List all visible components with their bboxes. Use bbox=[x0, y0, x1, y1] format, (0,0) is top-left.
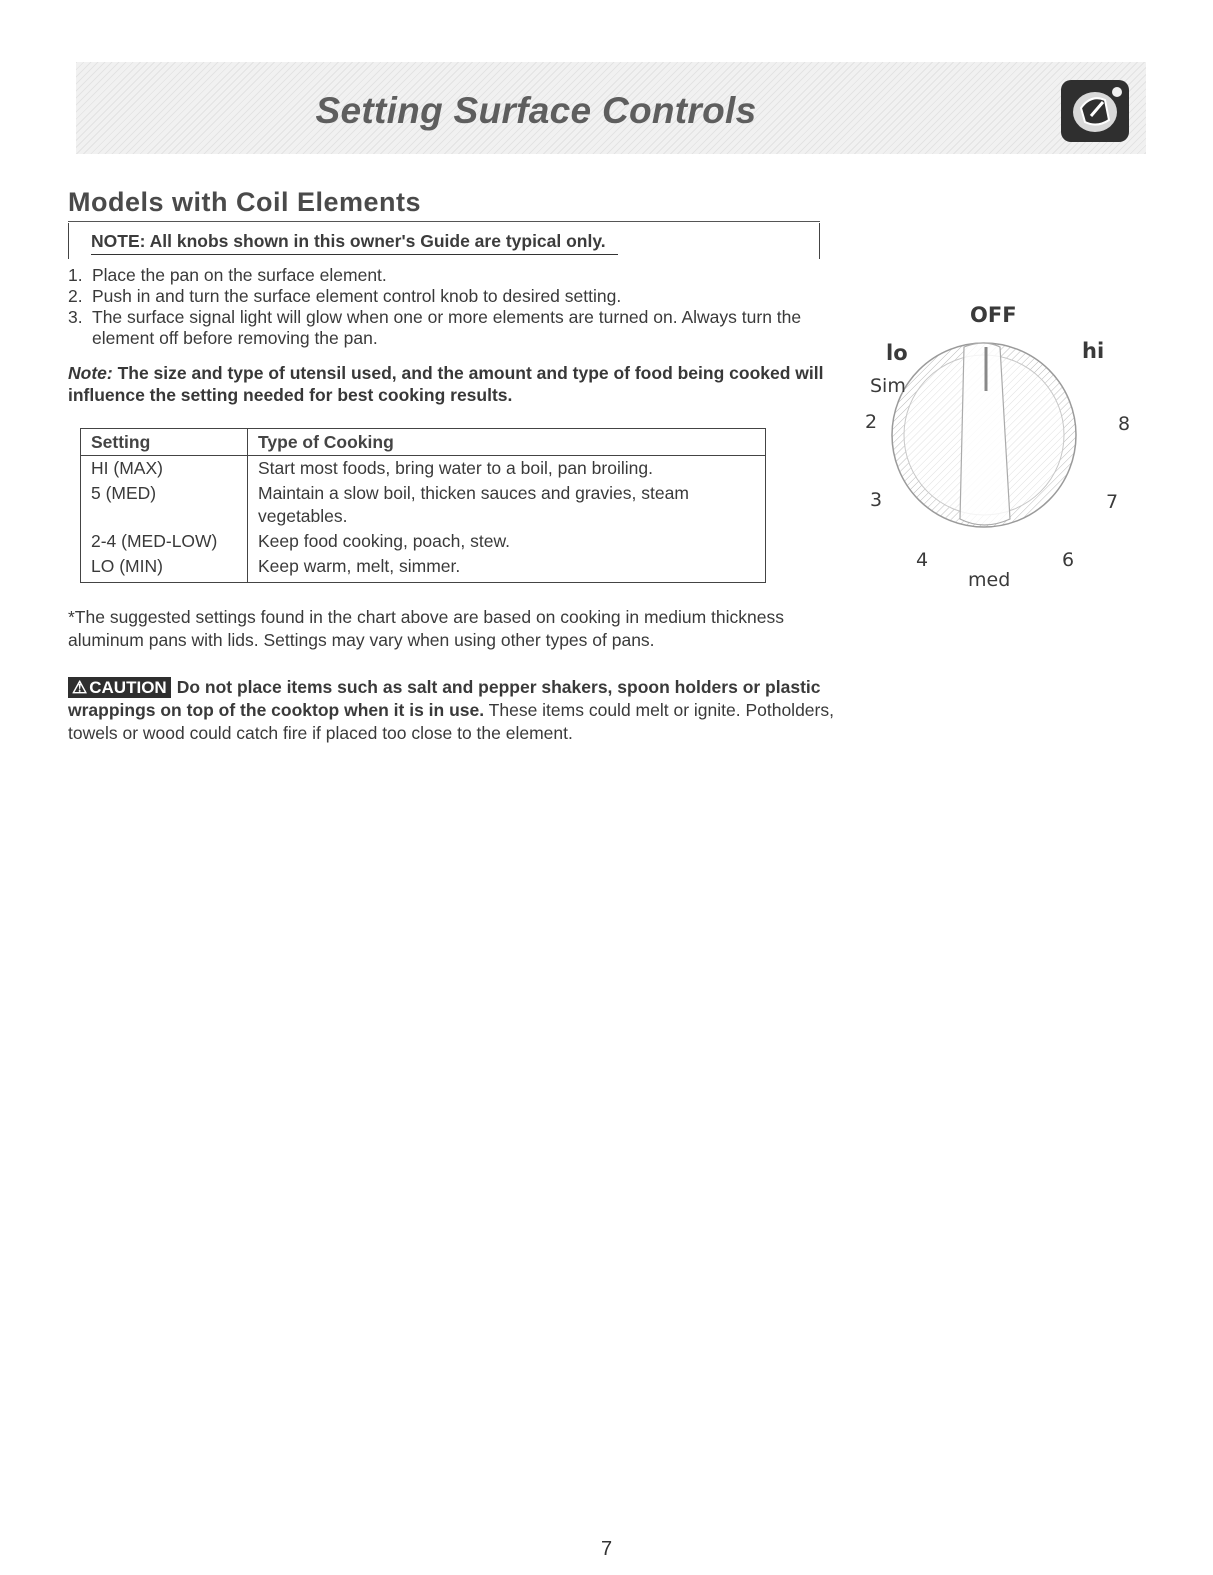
type-cell: Keep food cooking, poach, stew. bbox=[248, 529, 766, 554]
note-box bbox=[68, 223, 820, 259]
table-row bbox=[81, 554, 766, 583]
note-body: The size and type of utensil used, and the amount and type of food being cooked will influence the setting needed for best cooking results. bbox=[68, 363, 824, 405]
step-number: 3. bbox=[68, 307, 83, 327]
caution-label: CAUTION bbox=[89, 678, 167, 697]
knob-label-sim: Sim bbox=[870, 375, 906, 397]
type-cell: Start most foods, bring water to a boil, pan broiling. bbox=[248, 456, 766, 482]
knob-label-7: 7 bbox=[1106, 491, 1119, 513]
knob-label-off: OFF bbox=[970, 303, 1017, 327]
knob-label-2: 2 bbox=[865, 411, 878, 433]
caution-paragraph bbox=[68, 676, 838, 745]
table-row bbox=[81, 481, 766, 529]
settings-table bbox=[80, 428, 766, 583]
header-banner bbox=[76, 62, 1146, 154]
knob-label-4: 4 bbox=[916, 549, 929, 571]
note-text: NOTE: All knobs shown in this owner's Guide are typical only. bbox=[91, 231, 618, 255]
section-title: Models with Coil Elements bbox=[68, 187, 422, 217]
step-number: 1. bbox=[68, 265, 83, 285]
caution-bold-text: Do not place items such as salt and pepper shakers, spoon holders or plastic wrappings on top of the cooktop when it is in use. bbox=[68, 677, 821, 720]
steps-list bbox=[68, 265, 838, 349]
knob-label-6: 6 bbox=[1062, 549, 1075, 571]
type-cell: Maintain a slow boil, thicken sauces and gravies, steam vegetables. bbox=[248, 481, 766, 529]
page-number: 7 bbox=[600, 1538, 613, 1560]
setting-cell: LO (MIN) bbox=[81, 554, 248, 583]
setting-cell: HI (MAX) bbox=[81, 456, 248, 482]
list-item bbox=[68, 307, 838, 349]
column-header-setting: Setting bbox=[81, 429, 248, 456]
table-row bbox=[81, 529, 766, 554]
page-title: Setting Surface Controls bbox=[315, 90, 757, 131]
cooking-pan-icon bbox=[1061, 80, 1129, 142]
note-paragraph bbox=[68, 362, 838, 406]
list-item bbox=[68, 286, 838, 307]
table-row bbox=[81, 456, 766, 482]
list-item bbox=[68, 265, 838, 286]
column-header-type: Type of Cooking bbox=[248, 429, 766, 456]
warning-triangle-icon: ⚠ bbox=[72, 678, 88, 697]
knob-label-med: med bbox=[968, 569, 1011, 591]
section-divider bbox=[68, 221, 820, 222]
knob-label-lo: lo bbox=[886, 341, 908, 365]
table-header-row bbox=[81, 429, 766, 456]
control-knob-illustration bbox=[850, 295, 1150, 605]
type-cell: Keep warm, melt, simmer. bbox=[248, 554, 766, 583]
footnote: *The suggested settings found in the chart above are based on cooking in medium thickness aluminum pans with lids. Settings may vary when using other types of pans. bbox=[68, 607, 784, 650]
knob-label-8: 8 bbox=[1118, 413, 1131, 435]
knob-label-3: 3 bbox=[870, 489, 883, 511]
step-number: 2. bbox=[68, 286, 83, 306]
step-text: Push in and turn the surface element control knob to desired setting. bbox=[92, 286, 622, 306]
step-text: The surface signal light will glow when one or more elements are turned on. Always turn the element off before removing the pan. bbox=[92, 307, 802, 348]
step-text: Place the pan on the surface element. bbox=[92, 265, 387, 285]
note-label: Note: bbox=[68, 363, 113, 383]
caution-text: These items could melt or ignite. Potholders, towels or wood could catch fire if placed too close to the element. bbox=[68, 700, 834, 743]
knob-label-hi: hi bbox=[1082, 339, 1105, 363]
setting-cell: 2-4 (MED-LOW) bbox=[81, 529, 248, 554]
setting-cell: 5 (MED) bbox=[81, 481, 248, 529]
caution-badge bbox=[68, 677, 171, 698]
